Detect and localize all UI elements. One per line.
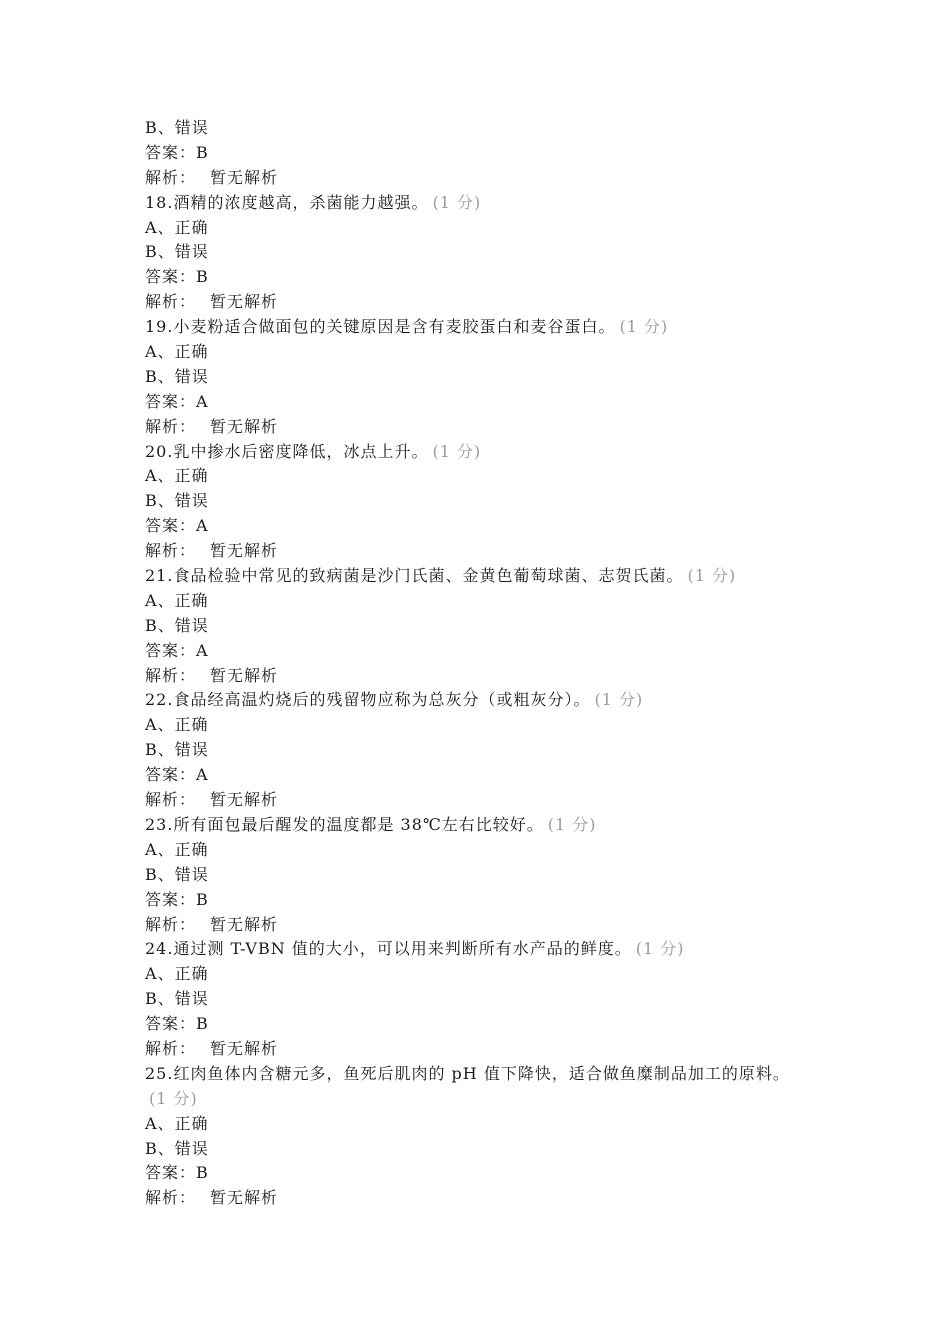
analysis-line <box>145 913 805 938</box>
analysis-value: 暂无解析 <box>210 1038 279 1058</box>
option-b: B、错误 <box>145 864 209 884</box>
analysis-label: 解析： <box>145 541 197 561</box>
answer-line: 答案：B <box>145 267 209 287</box>
analysis-value: 暂无解析 <box>210 167 279 187</box>
analysis-value: 暂无解析 <box>210 914 279 934</box>
option-b: B、错误 <box>145 491 209 511</box>
question-score: (1 分) <box>149 1088 198 1108</box>
analysis-line <box>145 788 805 813</box>
analysis-line <box>145 664 805 689</box>
question-score: (1 分) <box>594 690 644 710</box>
analysis-label: 解析： <box>145 665 197 685</box>
analysis-value: 暂无解析 <box>210 292 279 312</box>
answer-line: 答案：A <box>145 765 209 785</box>
analysis-value: 暂无解析 <box>210 541 279 561</box>
option-a: A、正确 <box>145 590 209 610</box>
analysis-label: 解析： <box>145 416 197 436</box>
analysis-line <box>145 166 805 191</box>
option-a: A、正确 <box>145 1113 209 1133</box>
option-b: B、错误 <box>145 242 209 262</box>
answer-line: 答案：A <box>145 640 209 660</box>
option-a: A、正确 <box>145 964 209 984</box>
option-a: A、正确 <box>145 839 209 859</box>
question-18 <box>145 191 805 315</box>
analysis-value: 暂无解析 <box>210 1188 279 1208</box>
analysis-label: 解析： <box>145 790 197 810</box>
analysis-value: 暂无解析 <box>210 790 279 810</box>
question-text: 19.小麦粉适合做面包的关键原因是含有麦胶蛋白和麦谷蛋白。 <box>145 317 616 337</box>
question-text: 24.通过测 T-VBN 值的大小，可以用来判断所有水产品的鲜度。 <box>145 939 632 959</box>
answer-line: 答案：B <box>145 1163 209 1183</box>
question-stem <box>145 813 805 838</box>
analysis-label: 解析： <box>145 1038 197 1058</box>
question-text: 23.所有面包最后醒发的温度都是 38℃左右比较好。 <box>145 814 544 834</box>
question-score: (1 分) <box>432 192 482 212</box>
answer-line: 答案：B <box>145 142 209 162</box>
question-stem <box>145 564 805 589</box>
document-page <box>145 116 805 1211</box>
question-22 <box>145 688 805 812</box>
question-stem <box>145 688 805 713</box>
analysis-line <box>145 539 805 564</box>
question-stem <box>145 937 805 962</box>
answer-line: 答案：B <box>145 1014 209 1034</box>
question-score: (1 分) <box>619 317 669 337</box>
question-stem <box>145 315 805 340</box>
analysis-line <box>145 1186 805 1211</box>
answer-line: 答案：A <box>145 516 209 536</box>
option-b: B、错误 <box>145 740 209 760</box>
analysis-label: 解析： <box>145 167 197 187</box>
question-score: (1 分) <box>687 566 737 586</box>
question-stem <box>145 440 805 465</box>
analysis-line <box>145 290 805 315</box>
analysis-line <box>145 1037 805 1062</box>
analysis-label: 解析： <box>145 292 197 312</box>
question-19 <box>145 315 805 439</box>
analysis-line <box>145 415 805 440</box>
question-stem <box>145 191 805 216</box>
question-score: (1 分) <box>432 441 482 461</box>
question-stem <box>145 1062 805 1112</box>
option-b: B、错误 <box>145 118 209 137</box>
answer-line: 答案：A <box>145 391 209 411</box>
option-a: A、正确 <box>145 217 209 237</box>
analysis-value: 暂无解析 <box>210 416 279 436</box>
option-b: B、错误 <box>145 989 209 1009</box>
question-text: 20.乳中掺水后密度降低，冰点上升。 <box>145 441 429 461</box>
analysis-label: 解析： <box>145 1188 197 1208</box>
question-21 <box>145 564 805 688</box>
question-text: 18.酒精的浓度越高，杀菌能力越强。 <box>145 192 429 212</box>
option-a: A、正确 <box>145 715 209 735</box>
option-b: B、错误 <box>145 366 209 386</box>
question-text: 22.食品经高温灼烧后的残留物应称为总灰分（或粗灰分）。 <box>145 690 591 710</box>
question-score: (1 分) <box>547 814 597 834</box>
question-text: 21.食品检验中常见的致病菌是沙门氏菌、金黄色葡萄球菌、志贺氏菌。 <box>145 566 684 586</box>
analysis-value: 暂无解析 <box>210 665 279 685</box>
question-25 <box>145 1062 805 1211</box>
answer-line: 答案：B <box>145 889 209 909</box>
option-a: A、正确 <box>145 342 209 362</box>
question-24 <box>145 937 805 1061</box>
option-a: A、正确 <box>145 466 209 486</box>
option-b: B、错误 <box>145 615 209 635</box>
analysis-label: 解析： <box>145 914 197 934</box>
option-b: B、错误 <box>145 1138 209 1158</box>
question-score: (1 分) <box>635 939 685 959</box>
question-20 <box>145 440 805 564</box>
question-23 <box>145 813 805 937</box>
question-text: 25.红肉鱼体内含糖元多，鱼死后肌肉的 pH 值下降快，适合做鱼糜制品加工的原料。 <box>145 1063 790 1083</box>
